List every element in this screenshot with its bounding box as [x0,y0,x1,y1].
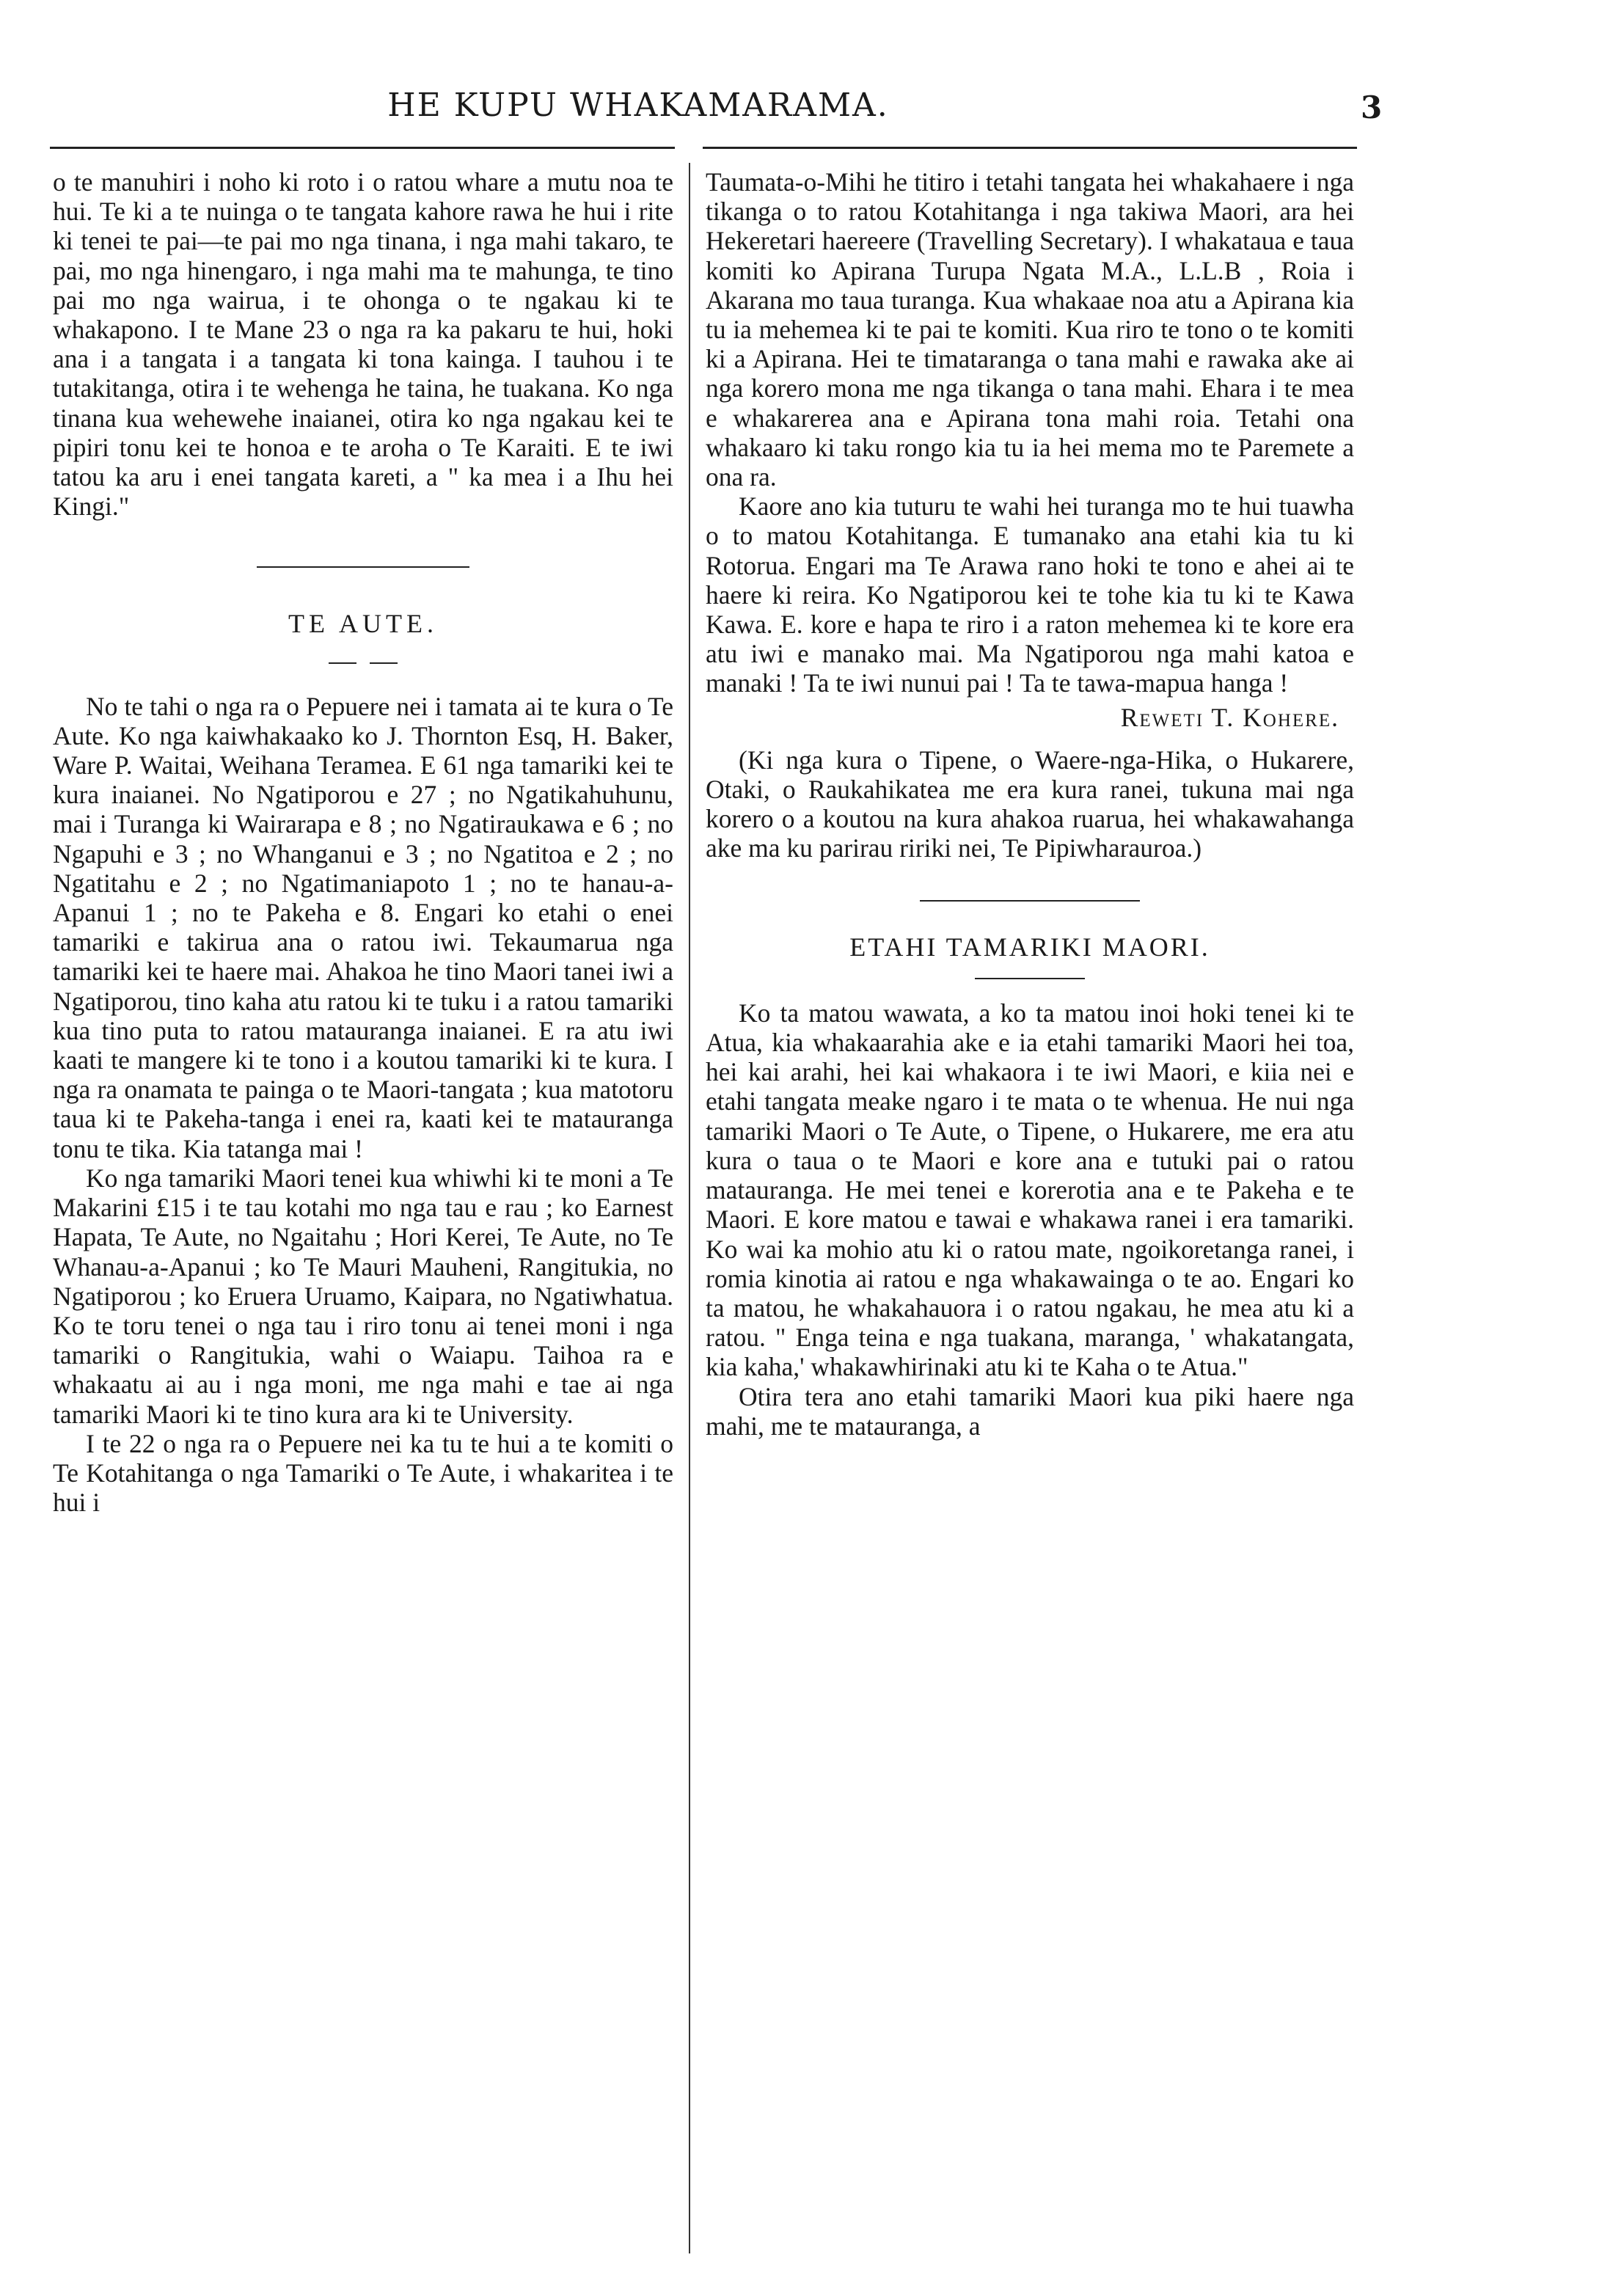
header-rule-left [50,147,675,149]
paragraph: No te tahi o nga ra o Pepuere nei i tamata ai te kura o Te Aute. Ko nga kaiwhakaako ko J. Thornton Esq, H. Baker, Ware P. Waitai, Weihana Teramea. E 61 nga tamariki kei te kura inaianei. No Ngatiporou e 27 ; no Ngatikahuhunu, mai i Turanga ki Wairarapa e 8 ; no Ngatiraukawa e 6 ; no Ngapuhi e 3 ; no Whanganui e 3 ; no Ngatitoa e 2 ; no Ngatitahu e 2 ; no Ngatimaniapoto 1 ; no te hanau-a-Apanui 1 ; no te Pakeha e 8. Engari ko etahi o enei tamariki e takirua ana o ratou iwi. Tekaumarua nga tamariki kei te haere mai. Ahakoa he tino Maori tanei iwi a Ngatiporou, tino kaha atu ratou ki te tuku i a ratou tamariki kua tino puta to ratou matauranga inaianei. E ra atu iwi kaati te mangere ki te tono i a koutou tamariki ki te kura. I nga ra onamata te painga o te Maori-tangata ; kua matotoru taua ki te Pakeha-tanga i enei ra, kaati kei te matauranga tonu te tika. Kia tatanga mai ! [53,691,673,1163]
paragraph: I te 22 o nga ra o Pepuere nei ka tu te hui a te komiti o Te Kotahitanga o nga Tamariki o Te Aute, i whakaritea i te hui i [53,1428,673,1518]
section-title-te-aute: TE AUTE. [288,609,438,639]
paragraph: Taumata-o-Mihi he titiro i tetahi tangata hei whakahaere i nga tikanga o to ratou Kotahitanga i nga takiwa Maori, ara hei Hekeretari haereere (Travelling Secretary). I whakataua e taua komiti ko Apirana Turupa Ngata M.A., L.L.B , Roia i Akarana mo taua turanga. Kua whakaae noa atu a Apirana kia tu ia mehemea ki te pai te komiti. Kua riro te tono o te komiti ki a Apirana. Hei te timataranga o tana mahi e rawaka ake ai nga korero mona me nga tikanga o tana mahi. Ehara i te mea e whakarerea ana e Apirana tona mahi roia. Tetahi ona whakaaro ki taku rongo kia tu ia hei mema mo te Paremete a ona ra. [706,167,1354,492]
section-rule-short [975,978,1085,979]
section-rule [257,566,469,568]
paragraph: (Ki nga kura o Tipene, o Waere-nga-Hika, o Hukarere, Otaki, o Raukahikatea me era kura ranei, tukuna mai nga korero o a koutou na kura ahakoa ruarua, hei whakawahanga ake ma ku parirau ririki nei, Te Pipiwharauroa.) [706,745,1354,863]
signature: Reweti T. Kohere. [1120,702,1339,732]
paragraph: Ko ta matou wawata, a ko ta matou inoi hoki tenei ki te Atua, kia whakaarahia ake e ia etahi tamariki Maori hei toa, hei kai arahi, hei kai whakaora i te iwi Maori, e kiia nei e etahi tangata meake ngaro i te mata o te whenua. He nui nga tamariki Maori o Te Aute, o Tipene, o Hukarere, me era atu kura o taua o te Maori e kore ana e tutuki pai o ratou matauranga. He mei tenei e korerotia ana e te Pakeha e te Maori. E kore matou e tawai e whakawa ranei i era tamariki. Ko wai ka mohio atu ki o ratou mate, ngoikoretanga ranei, i romia kinotia ai ratou e nga whakawainga o te ao. Engari ko ta matou, he whakahauora i o ratou ngakau, he mea atu ki a ratou. " Enga teina e nga tuakana, maranga, ' whakatangata, kia kaha,' whakawhirinaki atu ki te Kaha o te Atua." [706,998,1354,1382]
section-title-etahi-tamariki-maori: ETAHI TAMARIKI MAORI. [849,932,1210,962]
page-number: 3 [1361,89,1383,125]
page-header-title: HE KUPU WHAKAMARAMA. [387,87,889,124]
paragraph: Ko nga tamariki Maori tenei kua whiwhi ki te moni a Te Makarini £15 i te tau kotahi mo nga tau e rau ; ko Earnest Hapata, Te Aute, no Ngaitahu ; Hori Kerei, Te Aute, no Te Whanau-a-Apanui ; ko Te Mauri Mauheni, Rangitukia, no Ngatiporou ; ko Eruera Uruamo, Kaipara, no Ngatiwhatua. Ko te toru tenei o nga tau i riro tonu ai tenei moni i nga tamariki o Rangitukia, wahi o Waiapu. Taihoa ra e whakaatu ai au i nga moni, me nga mahi e tae ai nga tamariki Maori ki te tino kura ara ki te University. [53,1163,673,1429]
paragraph: o te manuhiri i noho ki roto i o ratou whare a mutu noa te hui. Te ki a te nuinga o te tangata kahore rawa he hui i rite ki tenei te pai—te pai mo nga tinana, i nga mahi takaro, te pai, mo nga hinengaro, i nga mahi ma te mahunga, te tino pai mo nga wairua, i te ohonga o te ngakau ki te whakapono. I te Mane 23 o nga ra ka pakaru te hui, hoki ana i a tangata i a tangata ki tona kainga. I tauhou i te tutakitanga, otira i te wehenga he taina, he tuakana. Ko nga tinana kua wehewehe inaianei, otira ko nga ngakau kei te pipiri tonu kei te honoa e te aroha o Te Karaiti. E te iwi tatou ka aru i enei tangata kareti, a " ka mea i a Ihu hei Kingi." [53,167,673,522]
left-column [53,167,673,2265]
paragraph: Otira tera ano etahi tamariki Maori kua piki haere nga mahi, me te matauranga, a [706,1381,1354,1441]
paragraph: Kaore ano kia tuturu te wahi hei turanga mo te hui tuawha o to matou Kotahitanga. E tumanako ana etahi kia tu ki Rotorua. Engari ma Te Arawa rano hoki te tono e ahei ai te haere ki reira. Ko Ngatiporou kei te tohe kia tu ki te Kawa Kawa. E. kore e hapa te riro i a raton mehemea ki te kore era atu iwi e manako mai. Ma Ngatiporou nga mahi katoa e manaki ! Ta te iwi nunui pai ! Ta te tawa-mapua hanga ! [706,491,1354,698]
section-dash-mark [53,662,673,664]
section-rule [920,900,1140,902]
header-rule-right [703,147,1357,149]
column-divider [689,163,690,2253]
right-column [706,167,1354,2265]
